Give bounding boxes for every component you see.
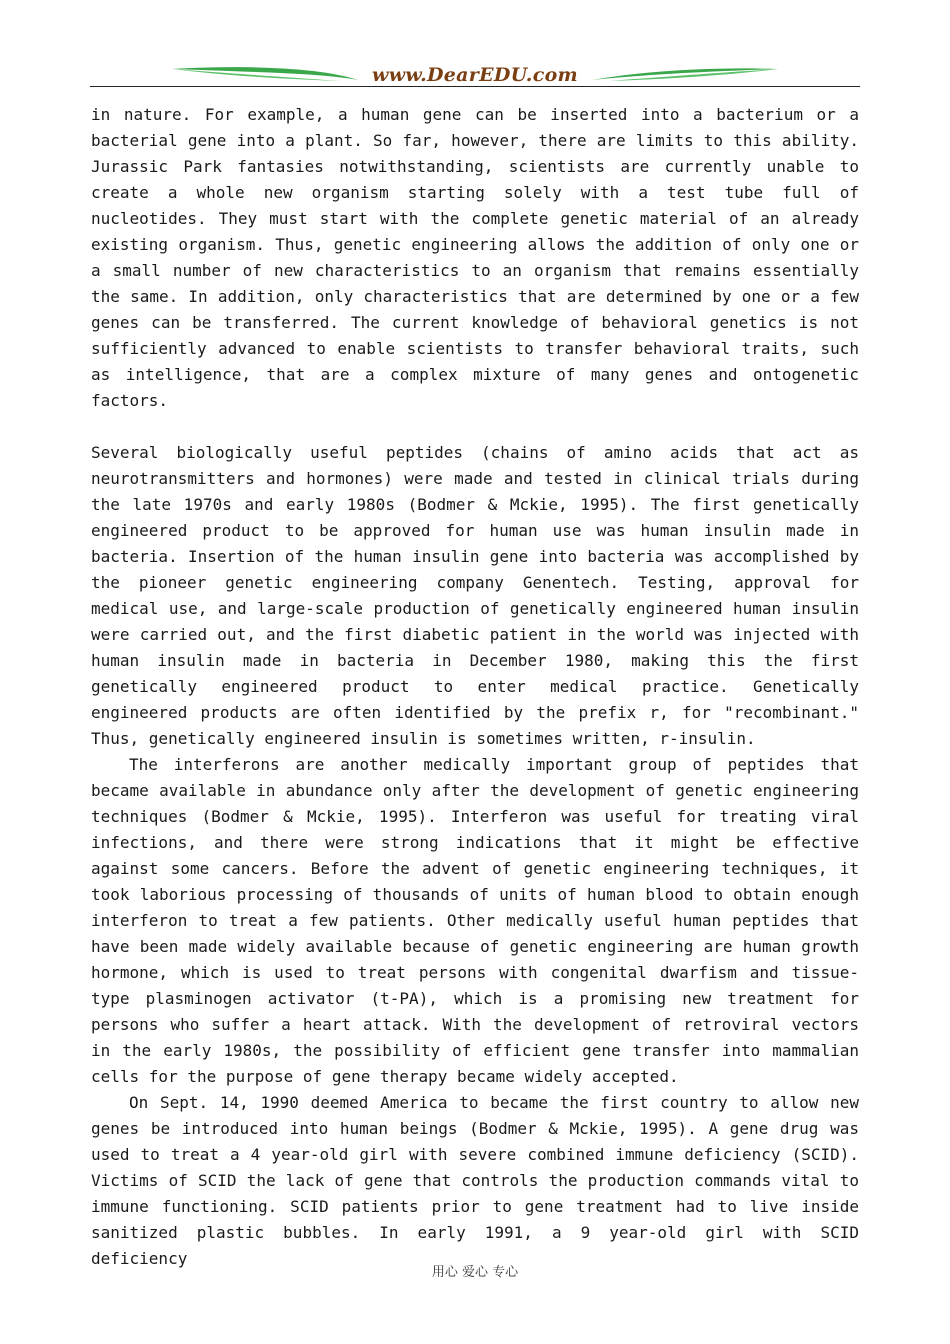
site-name: www.DearEDU.com xyxy=(372,64,578,86)
page-header xyxy=(90,60,860,90)
paragraph-4: On Sept. 14, 1990 deemed America to became the first country to allow new genes be introduced into human beings (Bodmer & Mckie, 1995). A gene drug was used to treat a 4 year-old girl with severe combined immune deficiency (SCID). Victims of SCID the lack of gene that controls the production commands vital to immune functioning. SCID patients prior to gene treatment had to live inside sanitized plastic bubbles. In early 1991, a 9 year-old girl with SCID deficiency xyxy=(91,1093,859,1268)
paragraph-3: The interferons are another medically important group of peptides that became available in abundance only after the development of genetic engineering techniques (Bodmer & Mckie, 1995). Interferon was useful for treating viral infections, and there were strong indications that it might be effective against some cancers. Before the advent of genetic engineering techniques, it took laborious processing of thousands of units of human blood to obtain enough interferon to treat a few patients. Other medically useful human peptides that have been made widely available because of genetic engineering are human growth hormone, which is used to treat persons with congenital dwarfism and tissue-type plasminogen activator (t-PA), which is a promising new treatment for persons who suffer a heart attack. With the development of retroviral vectors in the early 1980s, the possibility of efficient gene transfer into mammalian cells for the purpose of gene therapy became widely accepted. xyxy=(91,755,859,1086)
paragraph-1: in nature. For example, a human gene can be inserted into a bacterium or a bacterial gene into a plant. So far, however, there are limits to this ability. Jurassic Park fantasies notwithstanding, scientists are currently unable to create a whole new organism starting solely with a test tube full of nucleotides. They must start with the complete genetic material of an already existing organism. Thus, genetic engineering allows the addition of only one or a small number of new characteristics to an organism that remains essentially the same. In addition, only characteristics that are determined by one or a few genes can be transferred. The current knowledge of behavioral genetics is not sufficiently advanced to enable scientists to transfer behavioral traits, such as intelligence, that are a complex mixture of many genes and ontogenetic factors. xyxy=(91,105,859,410)
left-swoosh xyxy=(172,67,358,80)
paragraph-2: Several biologically useful peptides (chains of amino acids that act as neurotransmitters and hormones) were made and tested in clinical trials during the late 1970s and early 1980s (Bodmer & Mckie, 1995). The first genetically engineered product to be approved for human use was human insulin made in bacteria. Insertion of the human insulin gene into bacteria was accomplished by the pioneer genetic engineering company Genentech. Testing, approval for medical use, and large-scale production of genetically engineered human insulin were carried out, and the first diabetic patient in the world was injected with human insulin made in bacteria in December 1980, making this the first genetically engineered product to enter medical practice. Genetically engineered products are often identified by the prefix r, for "recombinant." Thus, genetically engineered insulin is sometimes written, r-insulin. xyxy=(91,443,859,748)
page-footer: 用心 爱心 专心 xyxy=(431,1265,519,1280)
header-divider xyxy=(90,86,860,87)
right-swoosh xyxy=(592,68,778,80)
document-body xyxy=(91,102,859,1272)
